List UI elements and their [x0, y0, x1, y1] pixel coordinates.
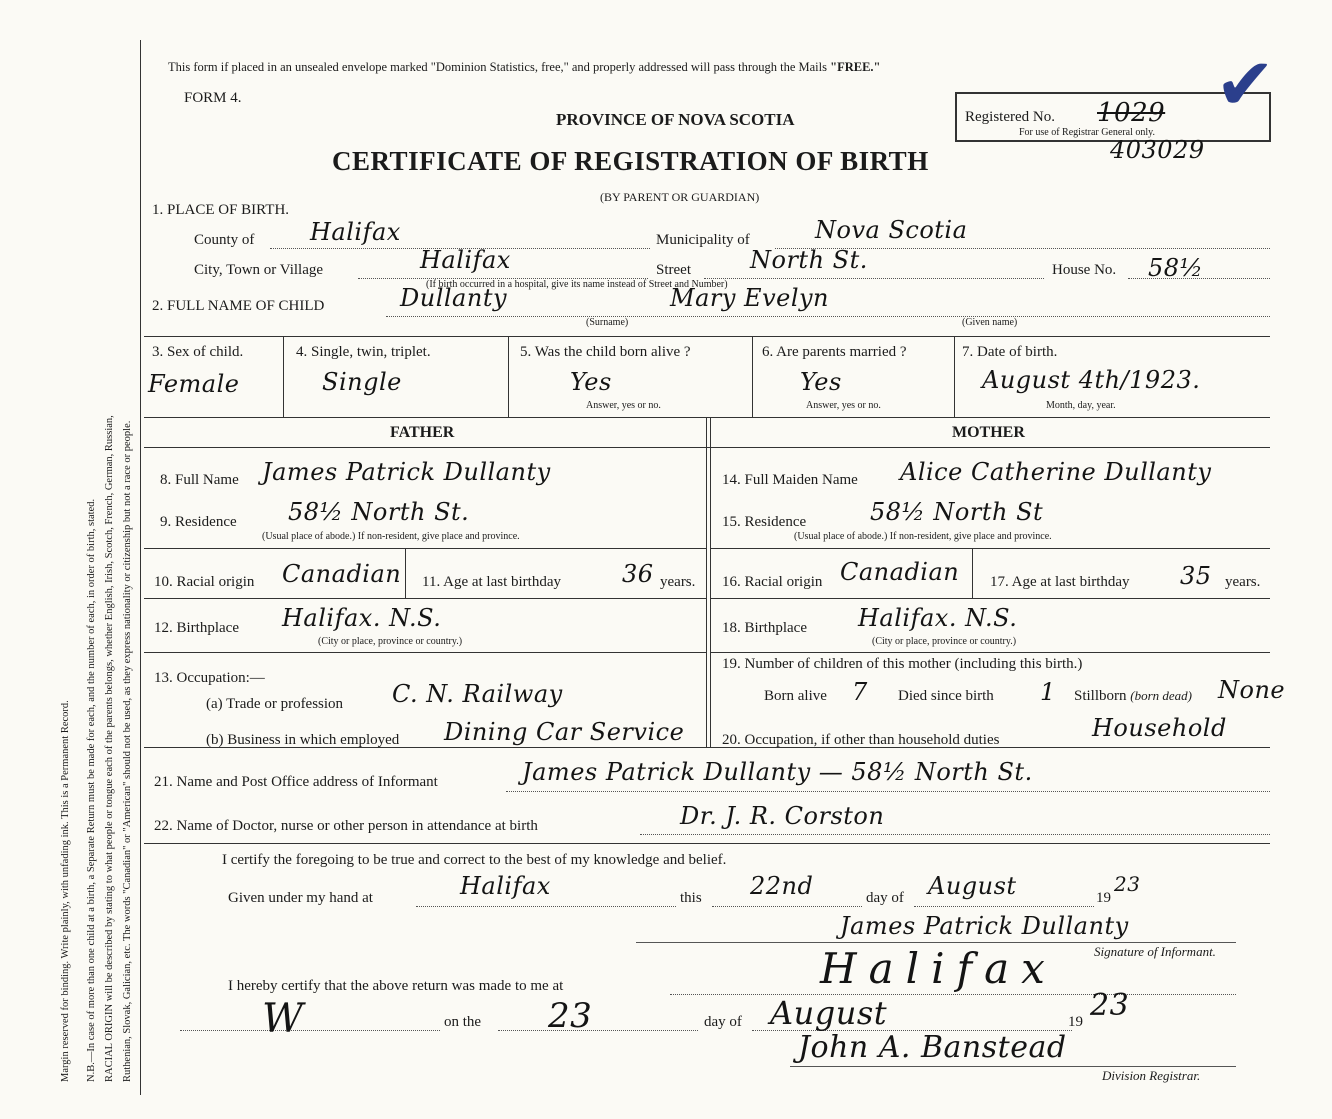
surname-caption: (Surname) — [586, 317, 629, 328]
died-since-birth-label: Died since birth — [898, 688, 994, 704]
father-years-label: years. — [660, 574, 696, 590]
registered-label: Registered No. — [965, 109, 1055, 125]
county-value: Halifax — [310, 218, 401, 246]
father-occupation-label: 13. Occupation:— — [154, 670, 265, 686]
stillborn-label-text: Stillborn — [1074, 688, 1127, 704]
born-alive-label: 5. Was the child born alive ? — [520, 344, 691, 360]
informant-signature-caption: Signature of Informant. — [1094, 944, 1216, 959]
mother-age-value: 35 — [1180, 562, 1212, 590]
registrar-month-value: August — [770, 994, 888, 1032]
given-year-value: 23 — [1114, 872, 1141, 896]
born-alive-count-value: 7 — [852, 678, 868, 706]
child-given-name: Mary Evelyn — [670, 284, 830, 312]
county-label: County of — [194, 232, 255, 248]
margin-note-multiple-births: N.B.—In case of more than one child at a birth, a Separate Return must be made for each, and the number of each, in order of birth, stated. — [86, 498, 97, 1082]
check-mark-icon: ✔ — [1215, 45, 1276, 125]
mother-occupation-label: 20. Occupation, if other than household duties — [722, 732, 1000, 748]
street-value: North St. — [750, 246, 868, 274]
margin-note-racial-origin-cont: Ruthenian, Slovak, Galician, etc. The words "Canadian" or "American" should not be used, as they express nationality or citizenship but not a race or people. — [122, 420, 133, 1082]
father-heading: FATHER — [390, 424, 455, 441]
province-heading: PROVINCE OF NOVA SCOTIA — [556, 110, 795, 129]
date-of-birth-hint: Month, day, year. — [1046, 400, 1116, 411]
born-alive-value: Yes — [570, 368, 612, 396]
registrar-initial: W — [262, 996, 304, 1042]
business-value: Dining Car Service — [444, 718, 685, 746]
doctor-value: Dr. J. R. Corston — [680, 802, 885, 830]
died-since-birth-value: 1 — [1040, 678, 1056, 706]
mother-heading: MOTHER — [952, 424, 1025, 441]
margin-note-racial-origin: RACIAL ORIGIN will be described by stating to what people or tongue each of the parents belongs, whether English, Irish, Scotch, French, German, Russian, — [104, 415, 115, 1082]
form-number: FORM 4. — [184, 90, 242, 106]
page-title: CERTIFICATE OF REGISTRATION OF BIRTH — [332, 146, 929, 176]
father-birthplace-hint: (City or place, province or country.) — [318, 636, 463, 647]
mother-birthplace-value: Halifax. N.S. — [858, 604, 1018, 632]
given-month-value: August — [928, 872, 1017, 900]
father-birthplace-label: 12. Birthplace — [154, 620, 239, 636]
mother-birthplace-label: 18. Birthplace — [722, 620, 807, 636]
mail-notice — [168, 60, 880, 75]
trade-label: (a) Trade or profession — [206, 696, 344, 712]
given-year-prefix: 19 — [1096, 890, 1111, 906]
registrar-on-the-label: on the — [444, 1014, 482, 1030]
house-number-label: House No. — [1052, 262, 1117, 278]
date-of-birth-label: 7. Date of birth. — [962, 344, 1058, 360]
child-surname: Dullanty — [400, 284, 508, 312]
given-name-caption: (Given name) — [962, 317, 1018, 328]
given-this-label: this — [680, 890, 702, 906]
child-name-label: 2. FULL NAME OF CHILD — [152, 298, 325, 314]
mother-years-label: years. — [1225, 574, 1261, 590]
trade-value: C. N. Railway — [392, 680, 563, 708]
mother-occupation-value: Household — [1092, 714, 1227, 742]
mail-notice-free: "FREE." — [830, 60, 881, 74]
city-label: City, Town or Village — [194, 262, 324, 278]
mother-birthplace-hint: (City or place, province or country.) — [872, 636, 1017, 647]
registrar-signature-caption: Division Registrar. — [1102, 1068, 1201, 1083]
father-race-label: 10. Racial origin — [154, 574, 255, 590]
informant-value: James Patrick Dullanty — 58½ North St. — [522, 758, 1033, 786]
children-count-label: 19. Number of children of this mother (including this birth.) — [722, 656, 1083, 672]
plurality-value: Single — [322, 368, 402, 396]
registered-number: 1029 — [1097, 98, 1166, 128]
certify-statement: I certify the foregoing to be true and correct to the best of my knowledge and belief. — [222, 852, 727, 868]
informant-label: 21. Name and Post Office address of Informant — [154, 774, 438, 790]
municipality-label: Municipality of — [656, 232, 750, 248]
father-age-label: 11. Age at last birthday — [422, 574, 561, 590]
binding-margin-rule — [140, 40, 141, 1095]
mail-notice-text: This form if placed in an unsealed envelope marked "Dominion Statistics, free," and properly addressed will pass through the Mails — [168, 60, 827, 74]
registrar-year-value: 23 — [1090, 988, 1130, 1023]
page-subtitle: (BY PARENT OR GUARDIAN) — [600, 190, 760, 204]
mother-name-label: 14. Full Maiden Name — [722, 472, 858, 488]
mother-name-value: Alice Catherine Dullanty — [900, 458, 1212, 486]
parents-married-label: 6. Are parents married ? — [762, 344, 907, 360]
parents-married-hint: Answer, yes or no. — [806, 400, 881, 411]
hospital-note: (If birth occurred in a hospital, give its name instead of Street and Number) — [426, 279, 728, 290]
place-of-birth-label: 1. PLACE OF BIRTH. — [152, 202, 290, 218]
father-residence-hint: (Usual place of abode.) If non-resident, give place and province. — [262, 531, 520, 542]
registrar-day-of-label: day of — [704, 1014, 742, 1030]
born-alive-hint: Answer, yes or no. — [586, 400, 661, 411]
date-of-birth-value: August 4th/1923. — [982, 366, 1201, 394]
mother-age-label: 17. Age at last birthday — [990, 574, 1130, 590]
file-number: 403029 — [1110, 136, 1205, 164]
registrar-statement: I hereby certify that the above return was made to me at — [228, 978, 564, 994]
plurality-label: 4. Single, twin, triplet. — [296, 344, 431, 360]
mother-residence-label: 15. Residence — [722, 514, 807, 530]
mother-race-label: 16. Racial origin — [722, 574, 823, 590]
stillborn-label — [1074, 688, 1192, 705]
father-name-label: 8. Full Name — [160, 472, 239, 488]
parents-married-value: Yes — [800, 368, 842, 396]
house-number-value: 58½ — [1148, 254, 1204, 282]
mother-residence-value: 58½ North St — [870, 498, 1044, 526]
registrar-signature: John A. Banstead — [798, 1030, 1067, 1065]
registrar-place-value: Halifax — [820, 944, 1057, 993]
father-birthplace-value: Halifax. N.S. — [282, 604, 442, 632]
registrar-year-prefix: 19 — [1068, 1014, 1083, 1030]
registrar-day-value: 23 — [548, 996, 593, 1036]
doctor-label: 22. Name of Doctor, nurse or other person in attendance at birth — [154, 818, 538, 834]
born-alive-count-label: Born alive — [764, 688, 827, 704]
municipality-value: Nova Scotia — [815, 216, 968, 244]
father-race-value: Canadian — [282, 560, 402, 588]
margin-note-binding: Margin reserved for binding. Write plainly, with unfading ink. This is a Permanent Record. — [60, 700, 71, 1082]
stillborn-value: None — [1218, 676, 1286, 704]
stillborn-hint: (born dead) — [1130, 688, 1193, 703]
given-day-of-label: day of — [866, 890, 904, 906]
given-day-value: 22nd — [750, 872, 814, 900]
business-label: (b) Business in which employed — [206, 732, 400, 748]
street-label: Street — [656, 262, 691, 278]
mother-residence-hint: (Usual place of abode.) If non-resident, give place and province. — [794, 531, 1052, 542]
father-age-value: 36 — [622, 560, 654, 588]
sex-label: 3. Sex of child. — [152, 344, 244, 360]
given-at-label: Given under my hand at — [228, 890, 373, 906]
informant-signature: James Patrick Dullanty — [840, 912, 1129, 940]
sex-value: Female — [148, 370, 240, 398]
father-name-value: James Patrick Dullanty — [262, 458, 551, 486]
mother-race-value: Canadian — [840, 558, 960, 586]
given-at-value: Halifax — [460, 872, 551, 900]
father-residence-label: 9. Residence — [160, 514, 237, 530]
registrar-note: For use of Registrar General only. — [1019, 127, 1155, 138]
city-value: Halifax — [420, 246, 511, 274]
father-residence-value: 58½ North St. — [288, 498, 470, 526]
